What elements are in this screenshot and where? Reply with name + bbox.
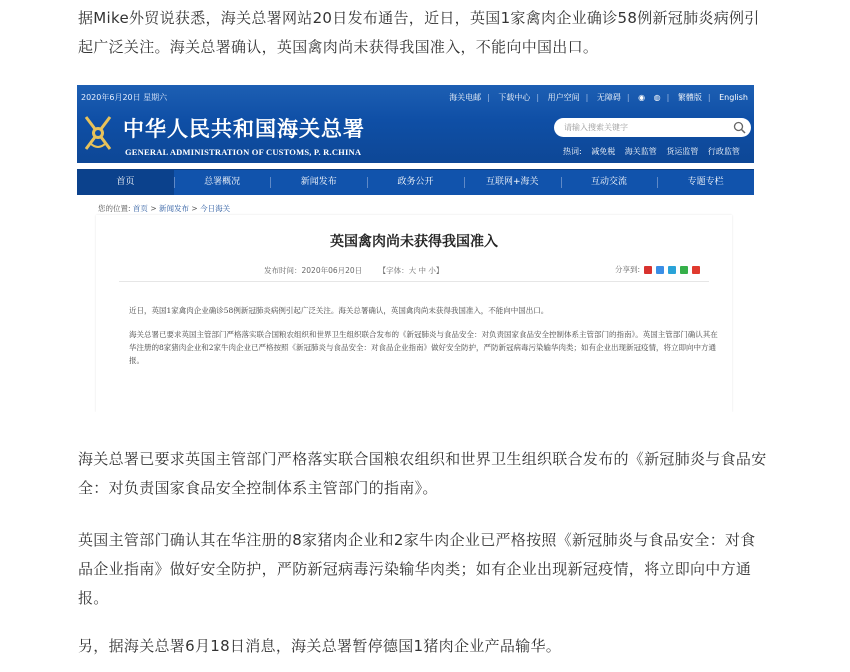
site-header bbox=[77, 85, 754, 163]
hot-word[interactable]: 海关监管 bbox=[624, 147, 657, 156]
hot-word[interactable]: 货运监管 bbox=[666, 147, 699, 156]
site-name-en: GENERAL ADMINISTRATION OF CUSTOMS, P. R.CHINA bbox=[125, 147, 362, 157]
hot-words-label: 热词: bbox=[563, 147, 582, 156]
hot-word[interactable]: 行政监管 bbox=[707, 147, 740, 156]
breadcrumb-news[interactable]: 新闻发布 bbox=[159, 204, 189, 213]
nav-public-affairs[interactable]: 政务公开 bbox=[367, 170, 464, 195]
qzone-share-icon[interactable] bbox=[656, 266, 664, 274]
top-link-english[interactable]: English bbox=[719, 93, 748, 102]
top-link-download[interactable]: 下载中心 bbox=[498, 93, 531, 102]
font-size-selector[interactable]: 【字体：大 中 小】 bbox=[378, 266, 444, 275]
breadcrumb-home[interactable]: 首页 bbox=[132, 204, 148, 213]
article-body-paragraph-1: 近日，英国1家禽肉企业确诊58例新冠肺炎病例引起广泛关注。海关总署确认，英国禽肉尚未获得我国准入，不能向中国出口。 bbox=[129, 306, 549, 315]
weibo-share-icon[interactable] bbox=[644, 266, 652, 274]
breadcrumb-separator: > bbox=[191, 204, 198, 213]
hot-word[interactable]: 减免税 bbox=[591, 147, 616, 156]
search-input[interactable]: 请输入搜索关键字 bbox=[564, 123, 628, 132]
search-icon[interactable] bbox=[733, 121, 746, 134]
main-nav bbox=[77, 169, 754, 195]
breadcrumb-label: 您的位置: bbox=[98, 204, 131, 213]
breadcrumb-separator: > bbox=[150, 204, 157, 213]
wechat-share-icon[interactable] bbox=[680, 266, 688, 274]
weibo-icon[interactable]: ◉ bbox=[638, 93, 646, 102]
nav-special-topics[interactable]: 专题专栏 bbox=[657, 170, 754, 195]
nav-overview[interactable]: 总署概况 bbox=[174, 170, 271, 195]
customs-emblem-icon[interactable] bbox=[82, 113, 114, 153]
article-paragraph-1: 据Mike外贸说获悉，海关总署网站20日发布通告，近日，英国1家禽肉企业确诊58例新冠肺炎病例引起广泛关注。海关总署确认，英国禽肉尚未获得我国准入，不能向中国出口。 bbox=[78, 9, 760, 56]
breadcrumb-today[interactable]: 今日海关 bbox=[200, 204, 231, 213]
top-link-user-space[interactable]: 用户空间 bbox=[547, 93, 580, 102]
top-link-accessibility[interactable]: 无障碍 bbox=[596, 93, 621, 102]
article-panel bbox=[96, 215, 732, 412]
top-links: 海关电邮 | 下载中心 | 用户空间 | 无障碍 | ◉ ◍ | 繁體版 | English bbox=[449, 93, 748, 102]
article-title: 英国禽肉尚未获得我国准入 bbox=[330, 234, 498, 250]
header-date: 2020年6月20日 星期六 bbox=[81, 93, 168, 102]
divider bbox=[119, 281, 709, 282]
top-link-traditional[interactable]: 繁體版 bbox=[677, 93, 702, 102]
publish-time: 发布时间：2020年06月20日 bbox=[264, 266, 363, 275]
share-bar bbox=[615, 264, 700, 275]
top-link-email[interactable]: 海关电邮 bbox=[449, 93, 482, 102]
qq-share-icon[interactable] bbox=[668, 266, 676, 274]
article-paragraph-4: 另，据海关总署6月18日消息，海关总署暂停德国1猪肉企业产品输华。 bbox=[78, 637, 562, 655]
embedded-screenshot bbox=[77, 85, 754, 412]
nav-home[interactable]: 首页 bbox=[77, 170, 174, 195]
wechat-icon[interactable]: ◍ bbox=[653, 93, 661, 102]
search-box[interactable] bbox=[554, 118, 751, 137]
article-meta bbox=[264, 265, 443, 276]
nav-interaction[interactable]: 互动交流 bbox=[561, 170, 658, 195]
article-paragraph-2: 海关总署已要求英国主管部门严格落实联合国粮农组织和世界卫生组织联合发布的《新冠肺炎与食品安全：对负责国家食品安全控制体系主管部门的指南》。 bbox=[78, 450, 767, 497]
article-paragraph-3: 英国主管部门确认其在华注册的8家猪肉企业和2家牛肉企业已严格按照《新冠肺炎与食品安全：对食品企业指南》做好安全防护，严防新冠病毒污染输华肉类；如有企业出现新冠疫情，将立即向中方通报。 bbox=[78, 531, 756, 607]
share-label: 分享到: bbox=[614, 265, 640, 274]
site-name-cn[interactable]: 中华人民共和国海关总署 bbox=[123, 116, 365, 141]
article-body-paragraph-2: 海关总署已要求英国主管部门严格落实联合国粮农组织和世界卫生组织联合发布的《新冠肺炎与食品安全：对负责国家食品安全控制体系主管部门的指南》。英国主管部门确认其在华注册的8家猪肉企业和2家牛肉企业已严格按照《新冠肺炎与食品安全：对食品企业指南》做好安全防护，严防新冠病毒污染输华肉类；如有企业出现新冠疫情，将立即向中方通报。 bbox=[129, 330, 718, 365]
breadcrumb bbox=[98, 203, 230, 214]
hot-words bbox=[563, 146, 747, 157]
pdf-icon[interactable] bbox=[692, 266, 700, 274]
nav-internet-customs[interactable]: 互联网+海关 bbox=[464, 170, 561, 195]
nav-news[interactable]: 新闻发布 bbox=[270, 170, 367, 195]
